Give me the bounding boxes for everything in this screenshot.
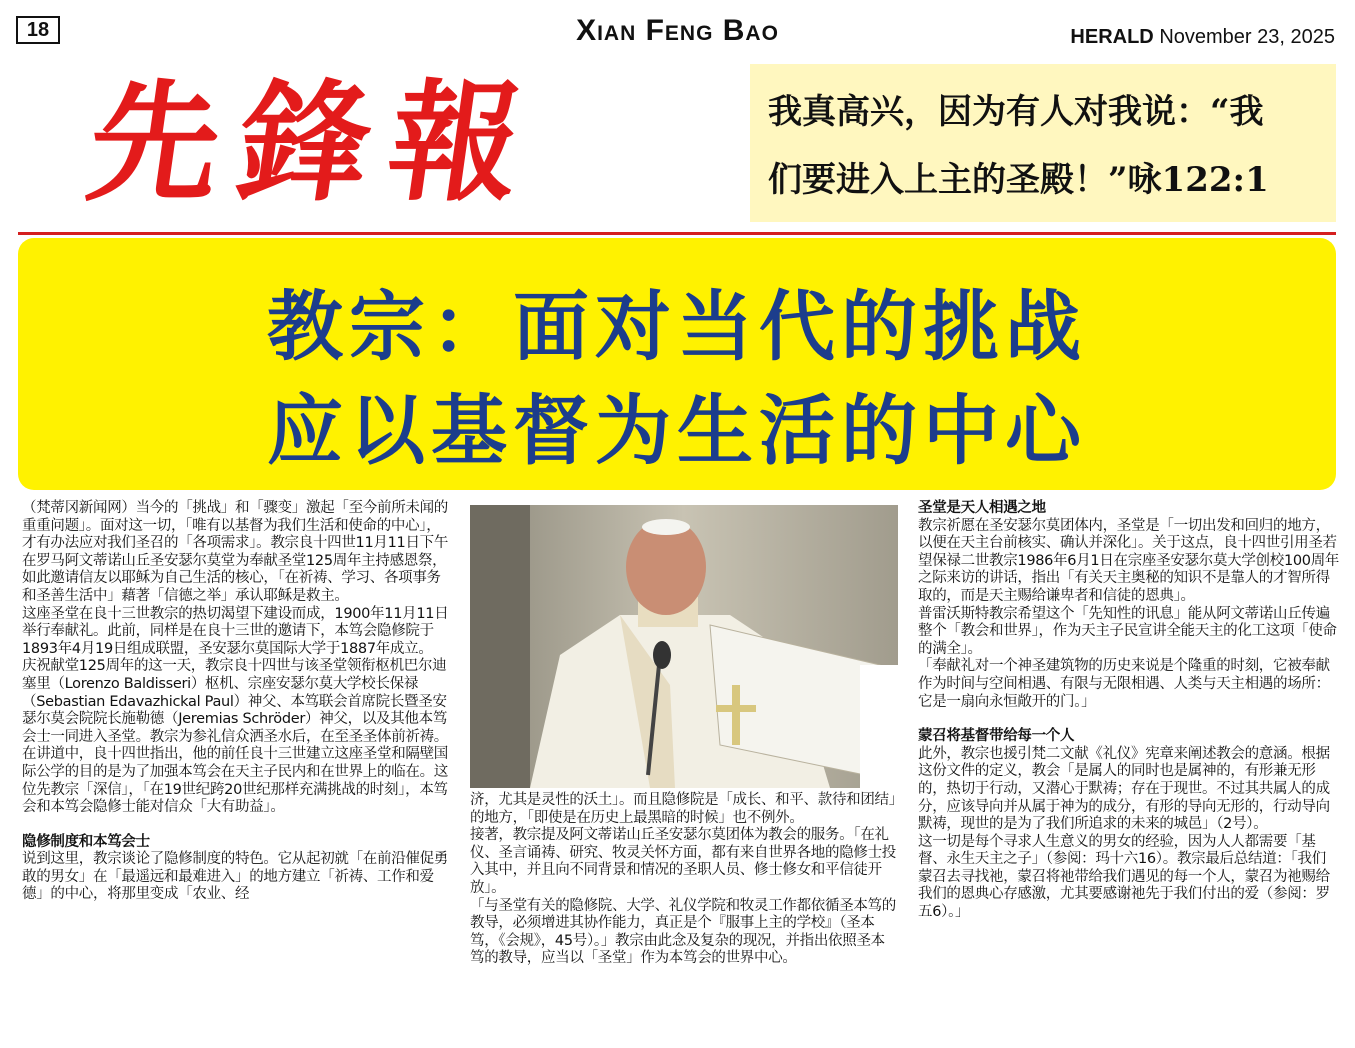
header-divider (18, 232, 1336, 235)
section-subheading: 圣堂是天人相遇之地 (918, 500, 1046, 516)
masthead-title: Xian Feng Bao (576, 14, 779, 47)
scripture-verse-box (750, 64, 1336, 222)
page-number: 18 (16, 16, 60, 44)
paragraph: 这一切是每个寻求人生意义的男女的经验，因为人人都需要「基督、永生天主之子」（参阅：玛十六16）。教宗最后总结道：「我们蒙召去寻找祂，蒙召将祂带给我们遇见的每一个人，蒙召为祂赐给我们的恩典心存感激，尤其要感谢祂先于我们付出的爱（参阅：罗五6）。」 (918, 833, 1330, 921)
paragraph: 说到这里，教宗谈论了隐修制度的特色。它从起初就「在前沿催促勇敢的男女」在「最遥远和最难进入」的地方建立「祈祷、工作和爱德」的中心，将那里变成「农业、经 (22, 851, 448, 903)
verse-line-1: 我真高兴，因为有人对我说：“我 (768, 92, 1264, 132)
headline-banner (18, 238, 1336, 490)
edition-label: HERALD (1070, 26, 1154, 48)
paragraph: 济，尤其是灵性的沃土」。而且隐修院是「成长、和平、款待和团结」的地方，「即使是在历史上最黑暗的时候」也不例外。 (470, 792, 896, 826)
paragraph: 在讲道中，良十四世指出，他的前任良十三世建立这座圣堂和隔壁国际公学的目的是为了加强本笃会在天主子民内和在世界上的临在。这位先教宗「深信」，「在19世纪跨20世纪那样充满挑战的时刻」，本笃会和本笃会隐修士能对信众「大有助益」。 (22, 746, 448, 816)
article-photo (470, 505, 898, 788)
verse-line-2: 们要进入上主的圣殿！”咏122:1 (768, 160, 1269, 200)
paragraph: 庆祝献堂125周年的这一天，教宗良十四世与该圣堂领衔枢机巴尔迪塞里（Lorenzo Baldisseri）枢机、宗座安瑟尔莫大学校长保禄（Sebastian Edavazhickal Paul）神父、本笃联会首席院长暨圣安瑟尔莫会院院长施勒德（Jeremias Schröder）神父，以及其他本笃会士一同进入圣堂。教宗为参礼信众洒圣水后，在至圣圣体前祈祷。 (22, 658, 448, 745)
paragraph: 接著，教宗提及阿文蒂诺山丘圣安瑟尔莫团体为教会的服务。「在礼仪、圣言诵祷、研究、牧灵关怀方面，都有来自世界各地的隐修士投入其中，并且向不同背景和情况的圣职人员、修士修女和平信徒开放」。 (470, 827, 896, 896)
section-subheading: 蒙召将基督带给每一个人 (918, 728, 1075, 745)
newspaper-logo: 先鋒報 (79, 66, 551, 219)
section-subheading: 隐修制度和本笃会士 (22, 833, 150, 850)
dateline (1070, 26, 1335, 49)
article-column-2 (470, 792, 898, 968)
paragraph: 「奉献礼对一个神圣建筑物的历史来说是个隆重的时刻，它被奉献作为时间与空间相遇、有限与无限相遇、人类与天主相遇的场所：它是一扇向永恒敞开的门。」 (918, 658, 1330, 710)
article-column-1 (22, 500, 450, 904)
pope-photo-illustration (470, 505, 898, 788)
article-column-3 (918, 500, 1340, 922)
paragraph: 这座圣堂在良十三世教宗的热切渴望下建设而成，1900年11月11日举行奉献礼。此前，同样是在良十三世的邀请下，本笃会隐修院于1893年4月19日组成联盟，圣安瑟尔莫国际大学于1887年成立。 (22, 605, 449, 657)
headline-line-1: 教宗：面对当代的挑战 (267, 282, 1087, 371)
paragraph: （梵蒂冈新闻网）当今的「挑战」和「骤变」激起「至今前所未闻的重重问题」。面对这一切，「唯有以基督为我们生活和使命的中心」，才有办法应对我们圣召的「各项需求」。教宗良十四世11月11日下午在罗马阿文蒂诺山丘圣安瑟尔莫堂为奉献圣堂125周年主持感恩祭，如此邀请信友以耶稣为自己生活的核心，「在祈祷、学习、各项事务和圣善生活中」藉著「信德之举」承认耶稣是救主。 (22, 500, 449, 604)
issue-date: November 23, 2025 (1159, 26, 1335, 48)
headline-line-2: 应以基督为生活的中心 (267, 386, 1087, 475)
paragraph: 普雷沃斯特教宗希望这个「先知性的讯息」能从阿文蒂诺山丘传遍整个「教会和世界」，作为天主子民宣讲全能天主的化工这项「使命的满全」。 (918, 605, 1337, 657)
paragraph: 此外，教宗也援引梵二文献《礼仪》宪章来阐述教会的意涵。根据这份文件的定义，教会「是属人的同时也是属神的，有形兼无形的，热切于行动，又潜心于默祷；存在于现世。不过其共属人的成分，应该导向并从属于神为的成分，有形的导向无形的，行动导向默祷，现世的是为了我们所追求的未来的城邑」（2号）。 (918, 745, 1330, 833)
paragraph: 「与圣堂有关的隐修院、大学、礼仪学院和牧灵工作都依循圣本笃的教导，必须增进其协作能力，真正是个『服事上主的学校』（圣本笃，《会规》，45号）。」教宗由此念及复杂的现况，并指出依照圣本笃的教导，应当以「圣堂」作为本笃会的世界中心。 (470, 897, 896, 967)
paragraph: 教宗祈愿在圣安瑟尔莫团体内，圣堂是「一切出发和回归的地方，以便在天主台前核实、确认并深化」。关于这点，良十四世引用圣若望保禄二世教宗1986年6月1日在宗座圣安瑟尔莫大学创校100周年之际来访的讲话，指出「有关天主奥秘的知识不是靠人的才智所得取的，而是天主赐给谦卑者和信徒的恩典」。 (918, 517, 1340, 604)
